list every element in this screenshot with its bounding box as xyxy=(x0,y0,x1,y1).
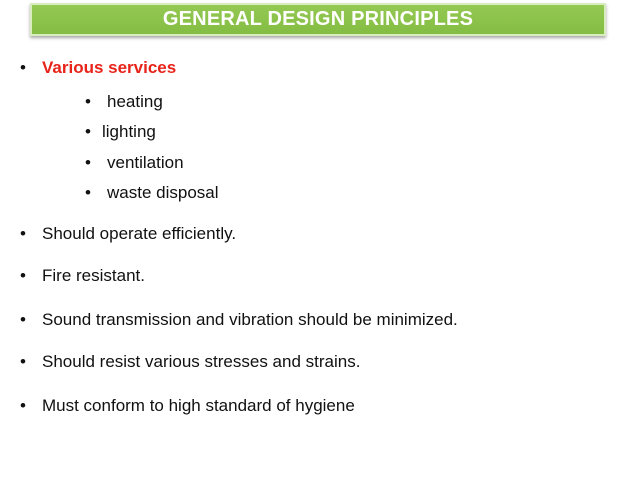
bullet-operate-efficiently xyxy=(20,224,236,244)
heading-various-services: Various services xyxy=(42,58,177,77)
sub-bullet-dot: • xyxy=(85,122,91,141)
title-banner xyxy=(30,3,606,36)
sub-item-waste-disposal xyxy=(85,183,219,203)
sub-item-label: heating xyxy=(107,92,163,111)
bullet-dot: • xyxy=(20,58,26,77)
sub-bullet-dot: • xyxy=(85,183,91,202)
sub-bullet-dot: • xyxy=(85,92,91,111)
sub-item-ventilation xyxy=(85,153,184,173)
bullet-various-services xyxy=(20,58,176,78)
bullet-text: Sound transmission and vibration should be minimized. xyxy=(42,310,458,329)
bullet-sound-transmission xyxy=(20,310,458,330)
sub-item-label: lighting xyxy=(102,122,156,141)
sub-item-label: ventilation xyxy=(107,153,184,172)
slide-title: GENERAL DESIGN PRINCIPLES xyxy=(162,8,474,30)
bullet-text: Must conform to high standard of hygiene xyxy=(42,396,355,415)
bullet-text: Fire resistant. xyxy=(42,266,145,285)
bullet-resist-stresses xyxy=(20,352,360,372)
bullet-dot: • xyxy=(20,396,26,415)
bullet-hygiene xyxy=(20,396,355,416)
bullet-fire-resistant xyxy=(20,266,145,286)
bullet-dot: • xyxy=(20,266,26,285)
bullet-text: Should operate efficiently. xyxy=(42,224,237,243)
bullet-dot: • xyxy=(20,224,26,243)
sub-item-lighting xyxy=(85,122,156,142)
sub-item-heating xyxy=(85,92,163,112)
sub-item-label: waste disposal xyxy=(107,183,219,202)
sub-bullet-dot: • xyxy=(85,153,91,172)
bullet-dot: • xyxy=(20,352,26,371)
bullet-text: Should resist various stresses and strains. xyxy=(42,352,361,371)
bullet-dot: • xyxy=(20,310,26,329)
